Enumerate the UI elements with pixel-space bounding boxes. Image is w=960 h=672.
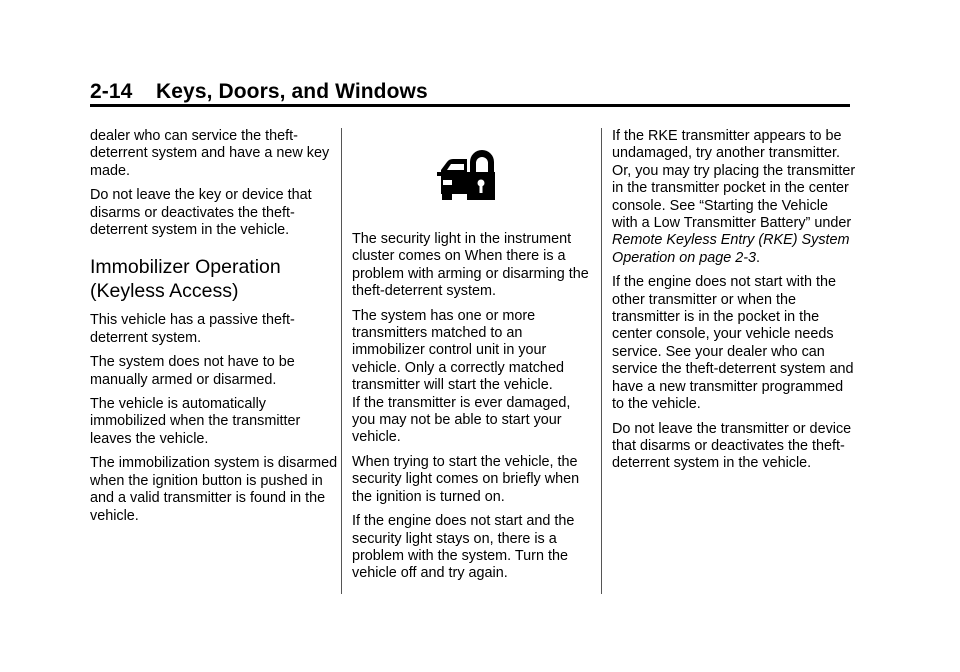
paragraph: When trying to start the vehicle, the security light comes on briefly when the ignition is turned on.: [352, 453, 580, 505]
column-left: [90, 128, 340, 532]
paragraph: If the transmitter is ever damaged, you may not be able to start your vehicle.: [352, 394, 571, 446]
paragraph: The immobilization system is disarmed when the ignition button is pushed in and a valid transmitter is found in the vehicle.: [90, 455, 338, 524]
paragraph: The security light in the instrument cluster comes on When there is a problem with arming or disarming the theft-deterrent system.: [352, 231, 589, 300]
paragraph: The vehicle is automatically immobilized when the transmitter leaves the vehicle.: [90, 396, 301, 447]
paragraph: If the engine does not start and the security light stays on, there is a problem with the system. Turn the vehicle off and try again.: [352, 513, 575, 582]
page-number: 2-14: [90, 80, 133, 103]
paragraph-text: If the RKE transmitter appears to be undamaged, try another transmitter. Or, you may try placing the transmitter in the transmitter pocket in the center console. See “Starting the Vehicle with a Low Transmitter Battery” under: [612, 128, 856, 232]
paragraph: dealer who can service the theft-deterrent system and have a new key made.: [90, 128, 330, 179]
cross-reference-link[interactable]: Remote Keyless Entry (RKE) System Operation on page 2-3: [612, 232, 850, 266]
section-heading-line: Immobilizer Operation: [90, 256, 281, 279]
column-divider: [601, 128, 602, 594]
paragraph: This vehicle has a passive theft-deterrent system.: [90, 312, 295, 346]
page-header: [90, 80, 428, 104]
paragraph: The system has one or more transmitters matched to an immobilizer control unit in your vehicle. Only a correctly matched transmitter will start the vehicle.: [352, 307, 564, 394]
column-right: [612, 128, 856, 480]
paragraph: Do not leave the key or device that disarms or deactivates the theft-deterrent system in the vehicle.: [90, 187, 312, 239]
header-rule: [90, 104, 850, 107]
column-middle: [352, 128, 592, 590]
section-heading-line: (Keyless Access): [90, 280, 239, 303]
paragraph: The system does not have to be manually armed or disarmed.: [90, 354, 295, 388]
security-light-icon: [340, 128, 592, 231]
car-lock-icon: [437, 148, 495, 202]
paragraph: [612, 128, 856, 267]
paragraph: If the engine does not start with the other transmitter or when the transmitter is in the pocket in the center console, your vehicle needs service. See your dealer who can service the theft-deterrent system and have a new transmitter programmed to the vehicle.: [612, 274, 854, 413]
paragraph: Do not leave the transmitter or device that disarms or deactivates the theft-deterrent system in the vehicle.: [612, 420, 852, 472]
paragraph-text: .: [756, 249, 761, 266]
section-title: Keys, Doors, and Windows: [156, 80, 428, 103]
section-heading: [90, 255, 340, 303]
